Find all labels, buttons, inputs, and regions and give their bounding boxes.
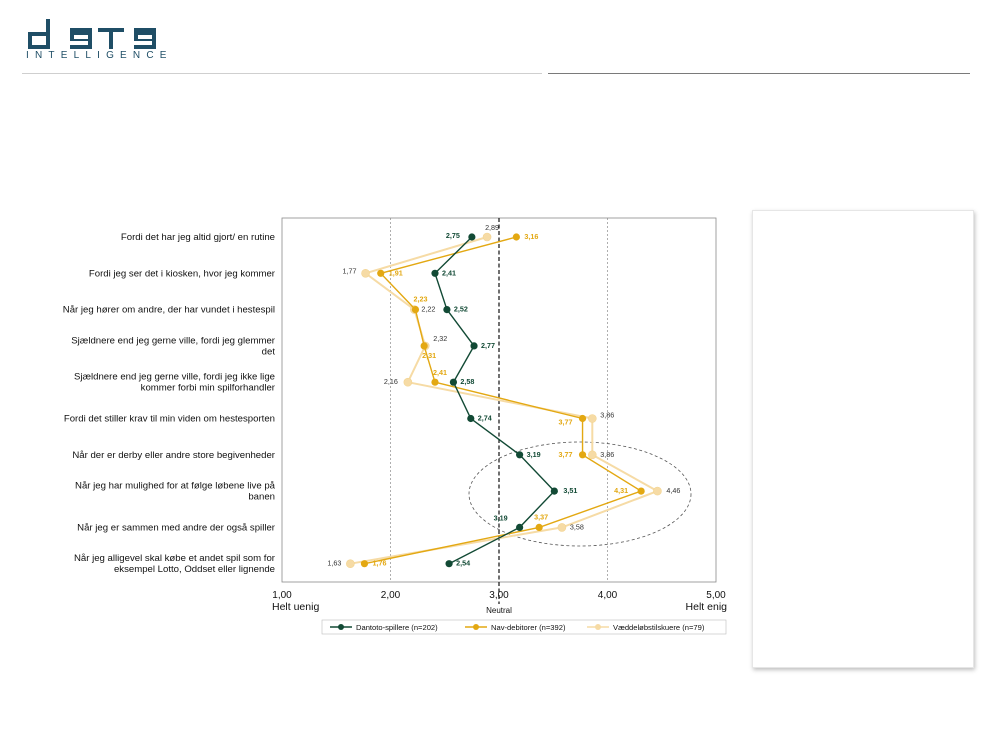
- data-point: [443, 306, 450, 313]
- data-point: [579, 415, 586, 422]
- x-end-label-right: Helt enig: [685, 601, 727, 613]
- data-point: [468, 233, 475, 240]
- category-labels: [63, 232, 276, 575]
- data-point: [377, 270, 384, 277]
- data-point: [516, 451, 523, 458]
- x-axis-ticks: [272, 590, 726, 601]
- data-point: [412, 306, 419, 313]
- category-label: Når jeg alligevel skal købe et andet spil som for eksempel Lotto, Oddset eller lignende: [73, 553, 275, 576]
- legend-label: Dantoto-spillere (n=202): [356, 623, 438, 632]
- data-label: 2,74: [477, 413, 492, 423]
- data-point: [431, 270, 438, 277]
- logo-tagline: INTELLIGENCE: [26, 50, 173, 61]
- data-label: 3,16: [524, 232, 539, 241]
- data-label: 2,22: [421, 304, 436, 314]
- data-label: 2,31: [422, 350, 437, 360]
- data-label: 2,54: [456, 558, 471, 568]
- data-point: [431, 379, 438, 386]
- category-label: Når jeg hører om andre, der har vundet i hestespil: [62, 304, 275, 316]
- data-label: 2,52: [453, 304, 468, 314]
- data-point: [588, 451, 596, 459]
- data-point: [404, 378, 412, 386]
- category-label: Fordi det har jeg altid gjort/ en rutine: [120, 232, 275, 243]
- data-point: [362, 269, 370, 277]
- data-label: 1,63: [327, 558, 342, 568]
- legend-swatch-marker: [473, 624, 479, 630]
- data-point: [638, 488, 645, 495]
- data-label: 3,86: [600, 449, 615, 459]
- legend-label: Væddeløbstilskuere (n=79): [613, 623, 705, 632]
- data-point: [361, 560, 368, 567]
- data-point: [516, 524, 523, 531]
- x-tick-label: 4,00: [597, 590, 618, 601]
- data-point: [513, 233, 520, 240]
- data-point: [536, 524, 543, 531]
- category-label: Sjældnere end jeg gerne ville, fordi jeg glemmer det: [71, 335, 275, 358]
- data-label: 2,77: [481, 340, 496, 350]
- legend-label: Nav-debitorer (n=392): [491, 623, 566, 632]
- data-label: 2,41: [441, 268, 456, 278]
- data-label: 1,91: [388, 268, 403, 278]
- data-point: [450, 379, 457, 386]
- legend: [322, 620, 726, 634]
- data-label: 2,58: [460, 377, 475, 387]
- data-point: [551, 488, 558, 495]
- data-label: 2,89: [485, 223, 500, 232]
- data-label: 3,51: [563, 486, 578, 496]
- data-point: [470, 342, 477, 349]
- category-label: Når jeg er sammen med andre der også spiller: [77, 522, 275, 534]
- data-point: [346, 560, 354, 568]
- data-point: [467, 415, 474, 422]
- category-label: Sjældnere end jeg gerne ville, fordi jeg ikke lige kommer forbi min spilforhandler: [73, 371, 275, 394]
- x-tick-label: 5,00: [706, 590, 726, 601]
- data-label: 3,77: [558, 449, 573, 459]
- neutral-label: Neutral: [486, 606, 512, 615]
- data-label: 2,75: [445, 231, 460, 240]
- category-label: Fordi det stiller krav til min viden om hestesporten: [63, 413, 275, 425]
- category-label: Når der er derby eller andre store begivenheder: [72, 449, 275, 461]
- x-tick-label: 2,00: [380, 590, 401, 601]
- data-label: 3,86: [600, 410, 615, 420]
- data-label: 4,46: [666, 486, 681, 496]
- x-tick-label: 1,00: [272, 590, 292, 601]
- x-end-label-left: Helt uenig: [272, 601, 320, 613]
- data-label: 1,77: [342, 266, 357, 276]
- category-label: Fordi jeg ser det i kiosken, hvor jeg kommer: [88, 268, 275, 280]
- data-label: 3,19: [526, 449, 541, 459]
- data-label: 3,37: [534, 512, 549, 522]
- data-label: 2,32: [433, 333, 448, 343]
- data-point: [421, 342, 428, 349]
- legend-swatch-marker: [338, 624, 344, 630]
- data-label: 1,76: [372, 558, 387, 568]
- data-label: 3,77: [558, 417, 573, 427]
- data-label: 2,41: [432, 368, 447, 378]
- data-point: [558, 523, 566, 531]
- x-tick-label: 3,00: [489, 590, 509, 601]
- legend-swatch-marker: [595, 624, 601, 630]
- data-point: [653, 487, 661, 495]
- data-point: [483, 233, 491, 241]
- data-label: 2,16: [383, 377, 398, 387]
- category-label: Når jeg har mulighed for at følge løbene live på banen: [75, 480, 275, 503]
- data-label: 3,58: [569, 522, 584, 532]
- data-label: 3,19: [493, 513, 508, 523]
- data-point: [588, 415, 596, 423]
- data-label: 4,31: [614, 486, 629, 496]
- data-label: 2,23: [413, 294, 428, 304]
- data-point: [445, 560, 452, 567]
- data-point: [579, 451, 586, 458]
